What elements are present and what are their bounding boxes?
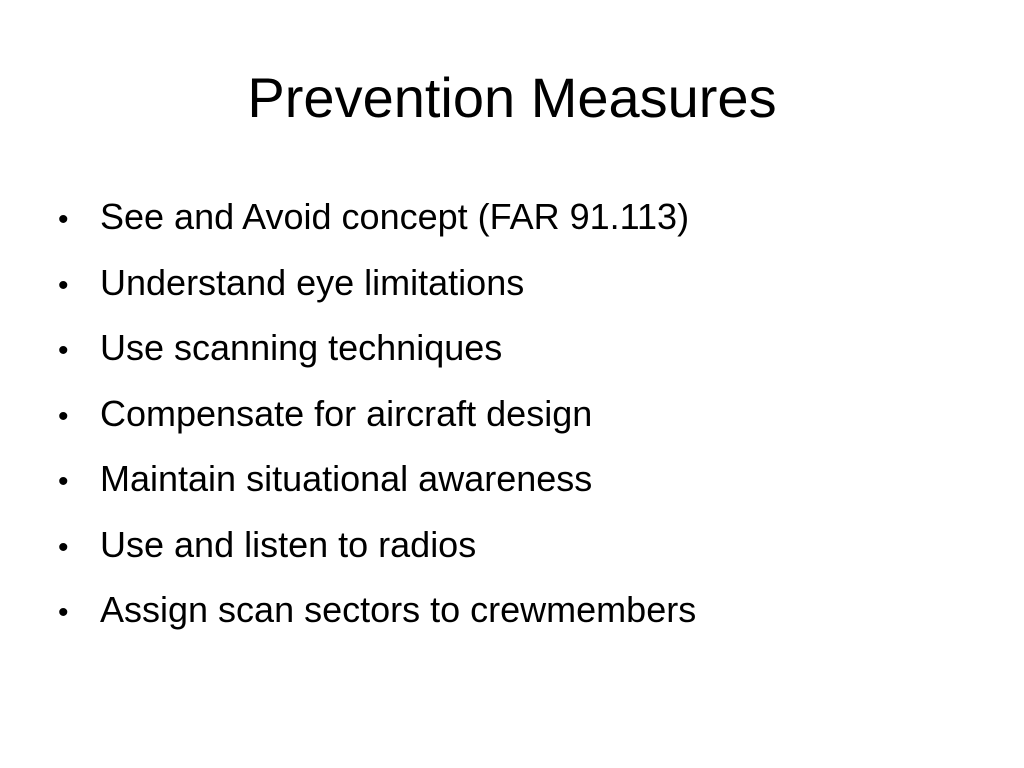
bullet-text: Assign scan sectors to crewmembers — [100, 589, 697, 630]
list-item — [58, 381, 696, 447]
bullet-text: Maintain situational awareness — [100, 458, 593, 499]
bullet-icon: • — [58, 596, 69, 629]
bullet-text: Use and listen to radios — [100, 523, 477, 565]
bullet-text: Compensate for aircraft design — [100, 392, 593, 434]
bullet-list — [58, 184, 696, 643]
bullet-text: Use scanning techniques — [100, 327, 503, 368]
bullet-text: See and Avoid concept (FAR 91.113) — [100, 196, 690, 237]
list-item — [58, 446, 696, 512]
bullet-icon: • — [58, 203, 69, 236]
bullet-icon: • — [58, 530, 69, 564]
list-item — [58, 315, 696, 381]
list-item — [58, 184, 696, 250]
bullet-icon: • — [58, 399, 69, 433]
bullet-text: Understand eye limitations — [100, 261, 525, 303]
list-item — [58, 250, 696, 316]
list-item — [58, 512, 696, 578]
bullet-icon: • — [58, 465, 69, 498]
slide-title: Prevention Measures — [247, 66, 777, 129]
bullet-icon: • — [58, 334, 69, 367]
list-item — [58, 577, 696, 643]
bullet-icon: • — [58, 268, 69, 302]
